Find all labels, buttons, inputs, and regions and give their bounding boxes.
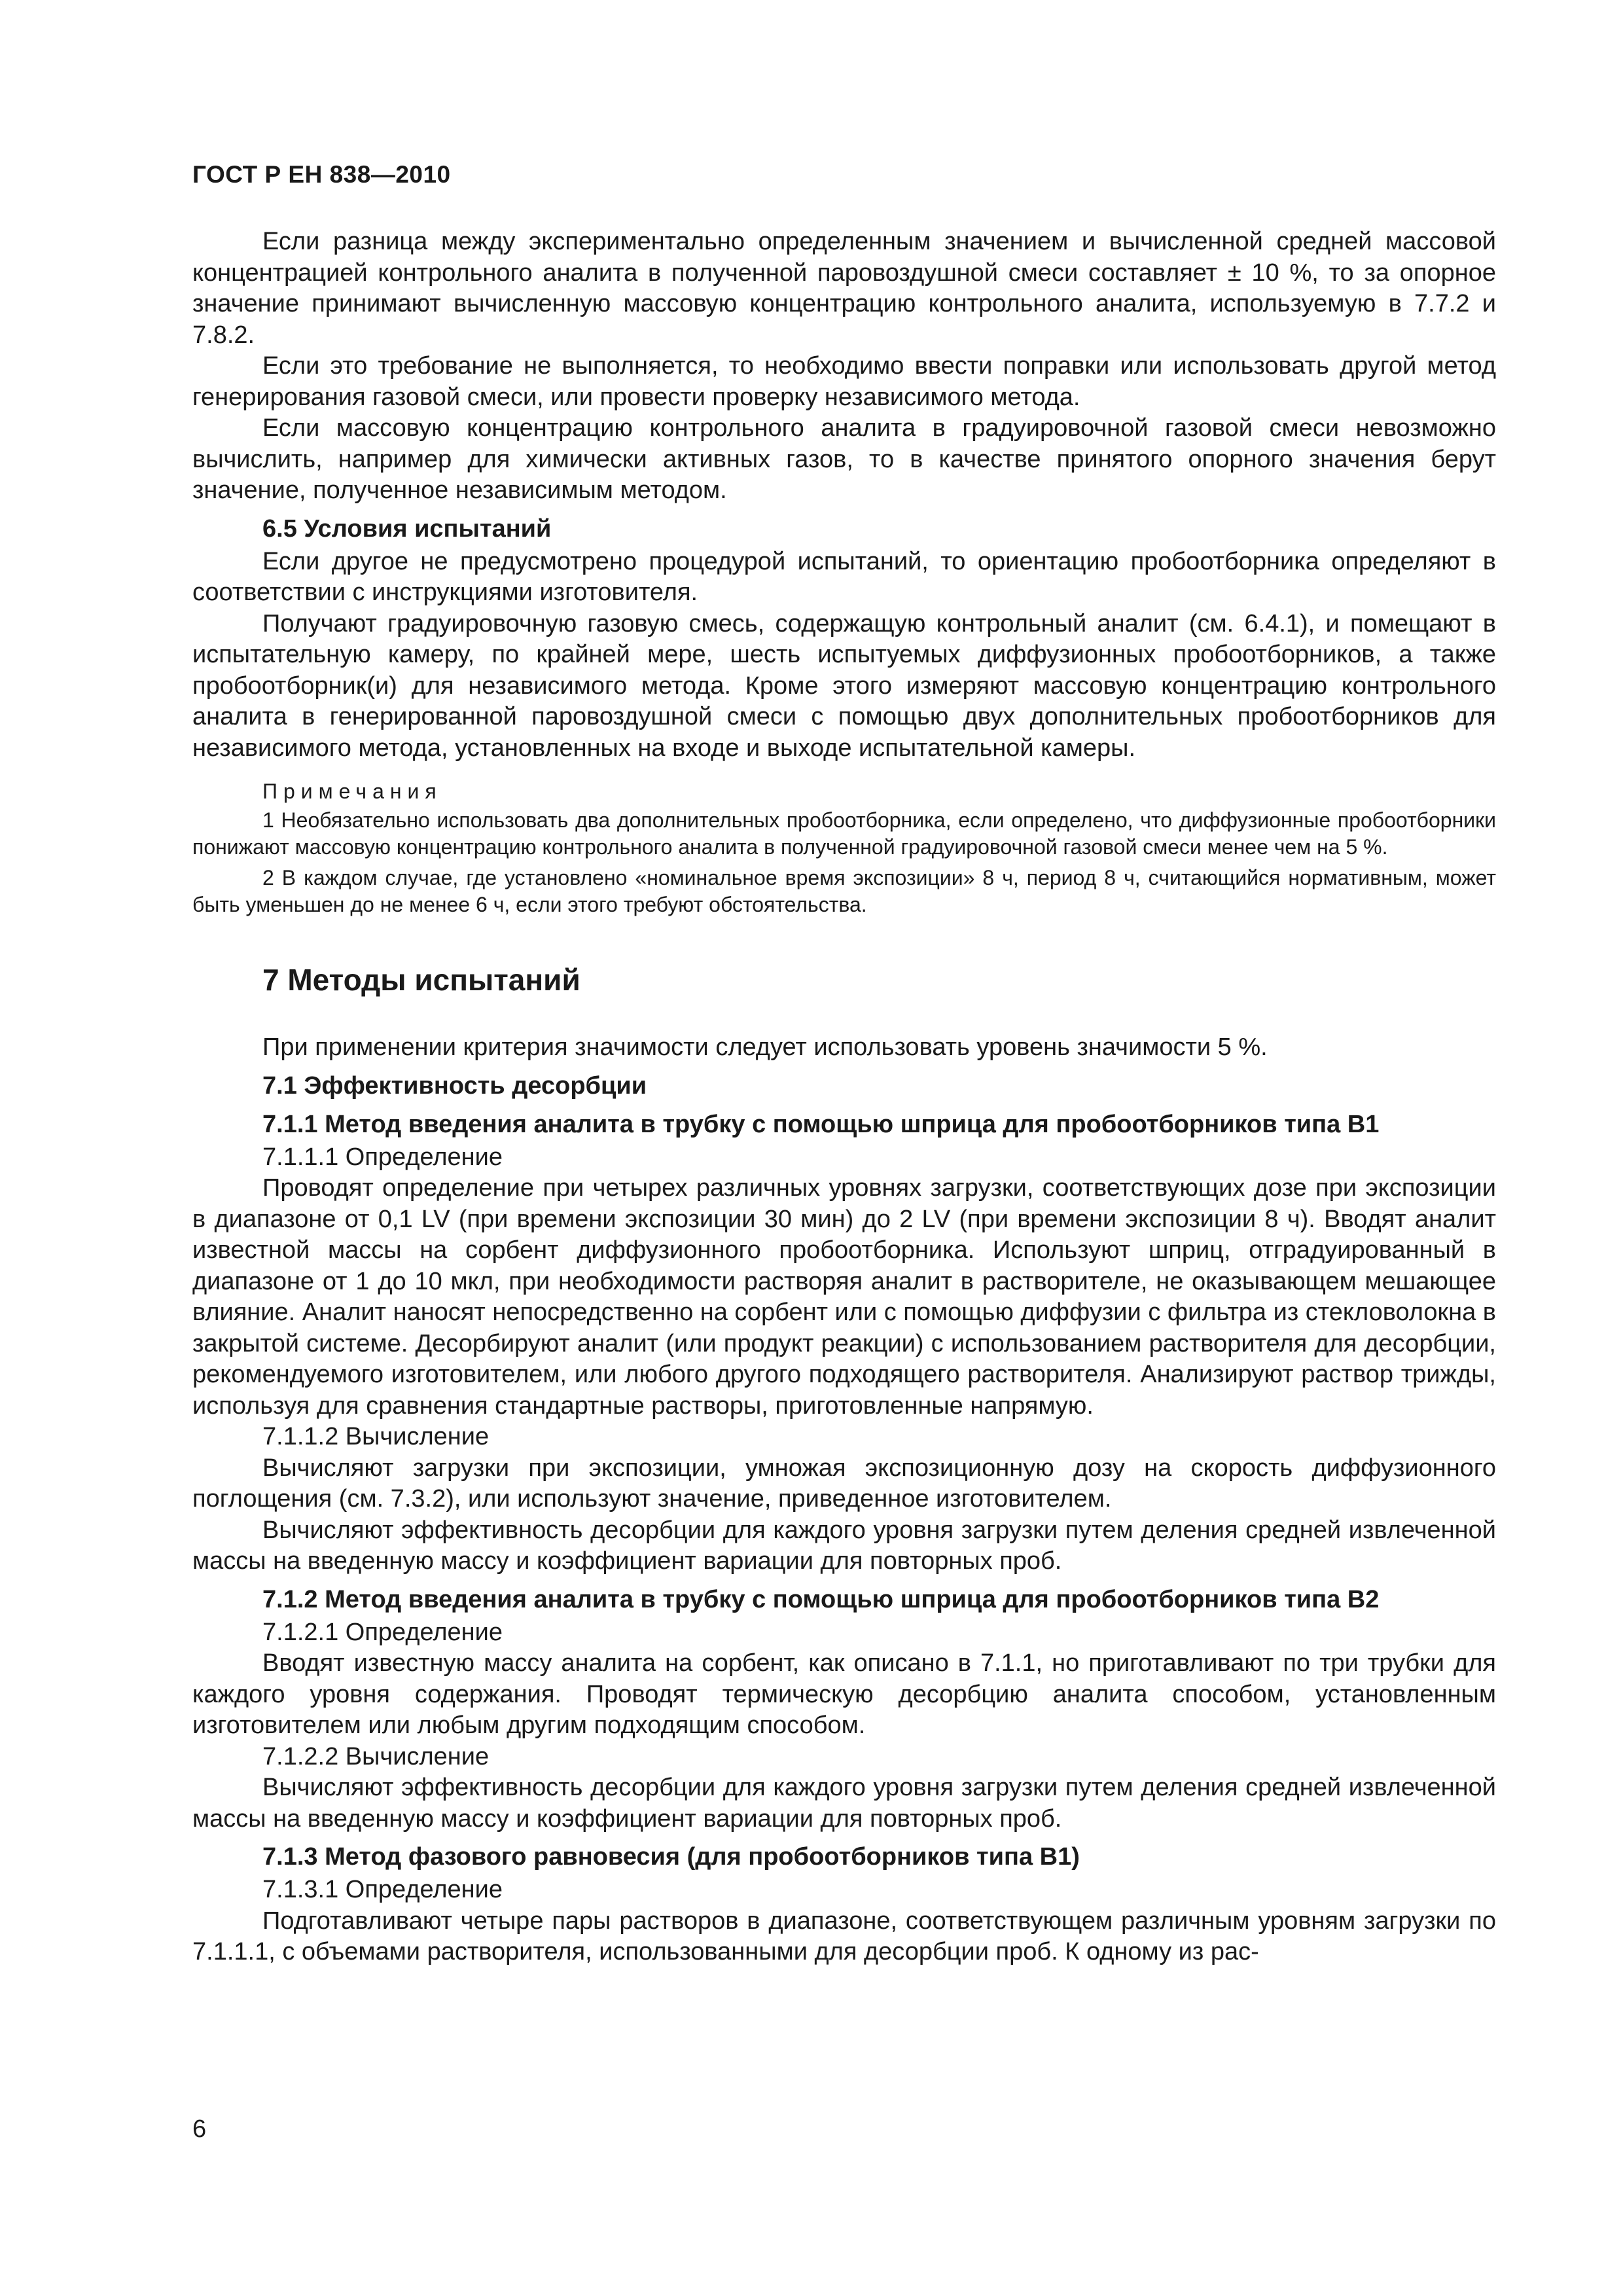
subsection-heading: 7.1.1.2 Вычисление — [262, 1423, 490, 1450]
paragraph: Если это требование не выполняется, то необходимо ввести поправки или использовать другой метод генерирования газовой смеси, или провести проверку независимого метода. — [192, 352, 1496, 411]
paragraph: Подготавливают четыре пары растворов в диапазоне, соответствующем различным уровням загрузки по 7.1.1.1, с объемами растворителя, использованными для десорбции проб. К одному из рас- — [192, 1907, 1496, 1965]
paragraph: Если массовую концентрацию контрольного аналита в градуировочной газовой смеси невозможно вычислить, например для химически активных газов, то в качестве принятого опорного значения берут значение, полученное независимым методом. — [192, 414, 1496, 504]
page-number: 6 — [192, 2115, 207, 2143]
section-heading-7-1-3: 7.1.3 Метод фазового равновесия (для пробоотборников типа В1) — [262, 1843, 1080, 1871]
document-header: ГОСТ Р ЕН 838—2010 — [192, 161, 451, 188]
paragraph: Вводят известную массу аналита на сорбент, как описано в 7.1.1, но приготавливают по три трубки для каждого уровня содержания. Проводят термическую десорбцию аналита способом, установленным изготовителем или любым другим подходящим способом. — [192, 1649, 1496, 1739]
paragraph: Проводят определение при четырех различных уровнях загрузки, соответствующих дозе при экспозиции в диапазоне от 0,1 LV (при времени экспозиции 30 мин) до 2 LV (при времени экспозиции 8 ч). Вводят аналит известной массы на сорбент диффузионного пробоотборника. Используют шприц, отградуированный в диапазоне от 1 до 10 мкл, при необходимости растворяя аналит в растворителе, не оказывающем мешающее влияние. Аналит наносят непосредственно на сорбент или с помощью диффузии с фильтра из стекловолокна в закрытой системе. Десорбируют аналит (или продукт реакции) с использованием растворителя для десорбции, рекомендуемого изготовителем, или любого другого подходящего растворителя. Анализируют раствор трижды, используя для сравнения стандартные растворы, приготовленные напрямую. — [192, 1174, 1496, 1420]
paragraph: При применении критерия значимости следует использовать уровень значимости 5 %. — [262, 1033, 1268, 1061]
section-heading-7-1-2: 7.1.2 Метод введения аналита в трубку с помощью шприца для пробоотборников типа В2 — [262, 1585, 1380, 1613]
subsection-heading: 7.1.2.2 Вычисление — [262, 1742, 490, 1770]
page-body — [192, 226, 1496, 1968]
paragraph: Если другое не предусмотрено процедурой испытаний, то ориентацию пробоотборника определяют в соответствии с инструкциями изготовителя. — [192, 547, 1496, 606]
paragraph: Вычисляют эффективность десорбции для каждого уровня загрузки путем деления средней извлеченной массы на введенную массу и коэффициент вариации для повторных проб. — [192, 1516, 1496, 1575]
subsection-heading: 7.1.2.1 Определение — [262, 1618, 503, 1646]
note-item: 1 Необязательно использовать два дополнительных пробоотборника, если определено, что диффузионные пробоотборники понижают массовую концентрацию контрольного аналита в полученной градуировочной газовой смеси менее чем на 5 %. — [192, 808, 1496, 859]
section-heading-7-1: 7.1 Эффективность десорбции — [262, 1071, 647, 1100]
subsection-heading: 7.1.1.1 Определение — [262, 1143, 503, 1171]
subsection-heading: 7.1.3.1 Определение — [262, 1876, 503, 1903]
notes-heading: Примечания — [262, 780, 442, 803]
paragraph: Вычисляют загрузки при экспозиции, умножая экспозиционную дозу на скорость диффузионного поглощения (см. 7.3.2), или используют значение, приведенное изготовителем. — [192, 1454, 1496, 1513]
section-heading-7: 7 Методы испытаний — [262, 963, 580, 997]
paragraph: Вычисляют эффективность десорбции для каждого уровня загрузки путем деления средней извлеченной массы на введенную массу и коэффициент вариации для повторных проб. — [192, 1774, 1496, 1833]
paragraph: Получают градуировочную газовую смесь, содержащую контрольный аналит (см. 6.4.1), и помещают в испытательную камеру, по крайней мере, шесть испытуемых диффузионных пробоотборников, а также пробоотборник(и) для независимого метода. Кроме этого измеряют массовую концентрацию контрольного аналита в генерированной паровоздушной смеси с помощью двух дополнительных пробоотборников для независимого метода, установленных на входе и выходе испытательной камеры. — [192, 609, 1496, 762]
section-heading-7-1-1: 7.1.1 Метод введения аналита в трубку с помощью шприца для пробоотборников типа В1 — [262, 1110, 1380, 1138]
paragraph: Если разница между экспериментально определенным значением и вычисленной средней массовой концентрацией контрольного аналита в полученной паровоздушной смеси составляет ± 10 %, то за опорное значение принимают вычисленную массовую концентрацию контрольного аналита, используемую в 7.7.2 и 7.8.2. — [192, 228, 1496, 349]
note-item: 2 В каждом случае, где установлено «номинальное время экспозиции» 8 ч, период 8 ч, считающийся нормативным, может быть уменьшен до не менее 6 ч, если этого требуют обстоятельства. — [192, 866, 1496, 916]
section-heading-6-5: 6.5 Условия испытаний — [262, 514, 552, 543]
